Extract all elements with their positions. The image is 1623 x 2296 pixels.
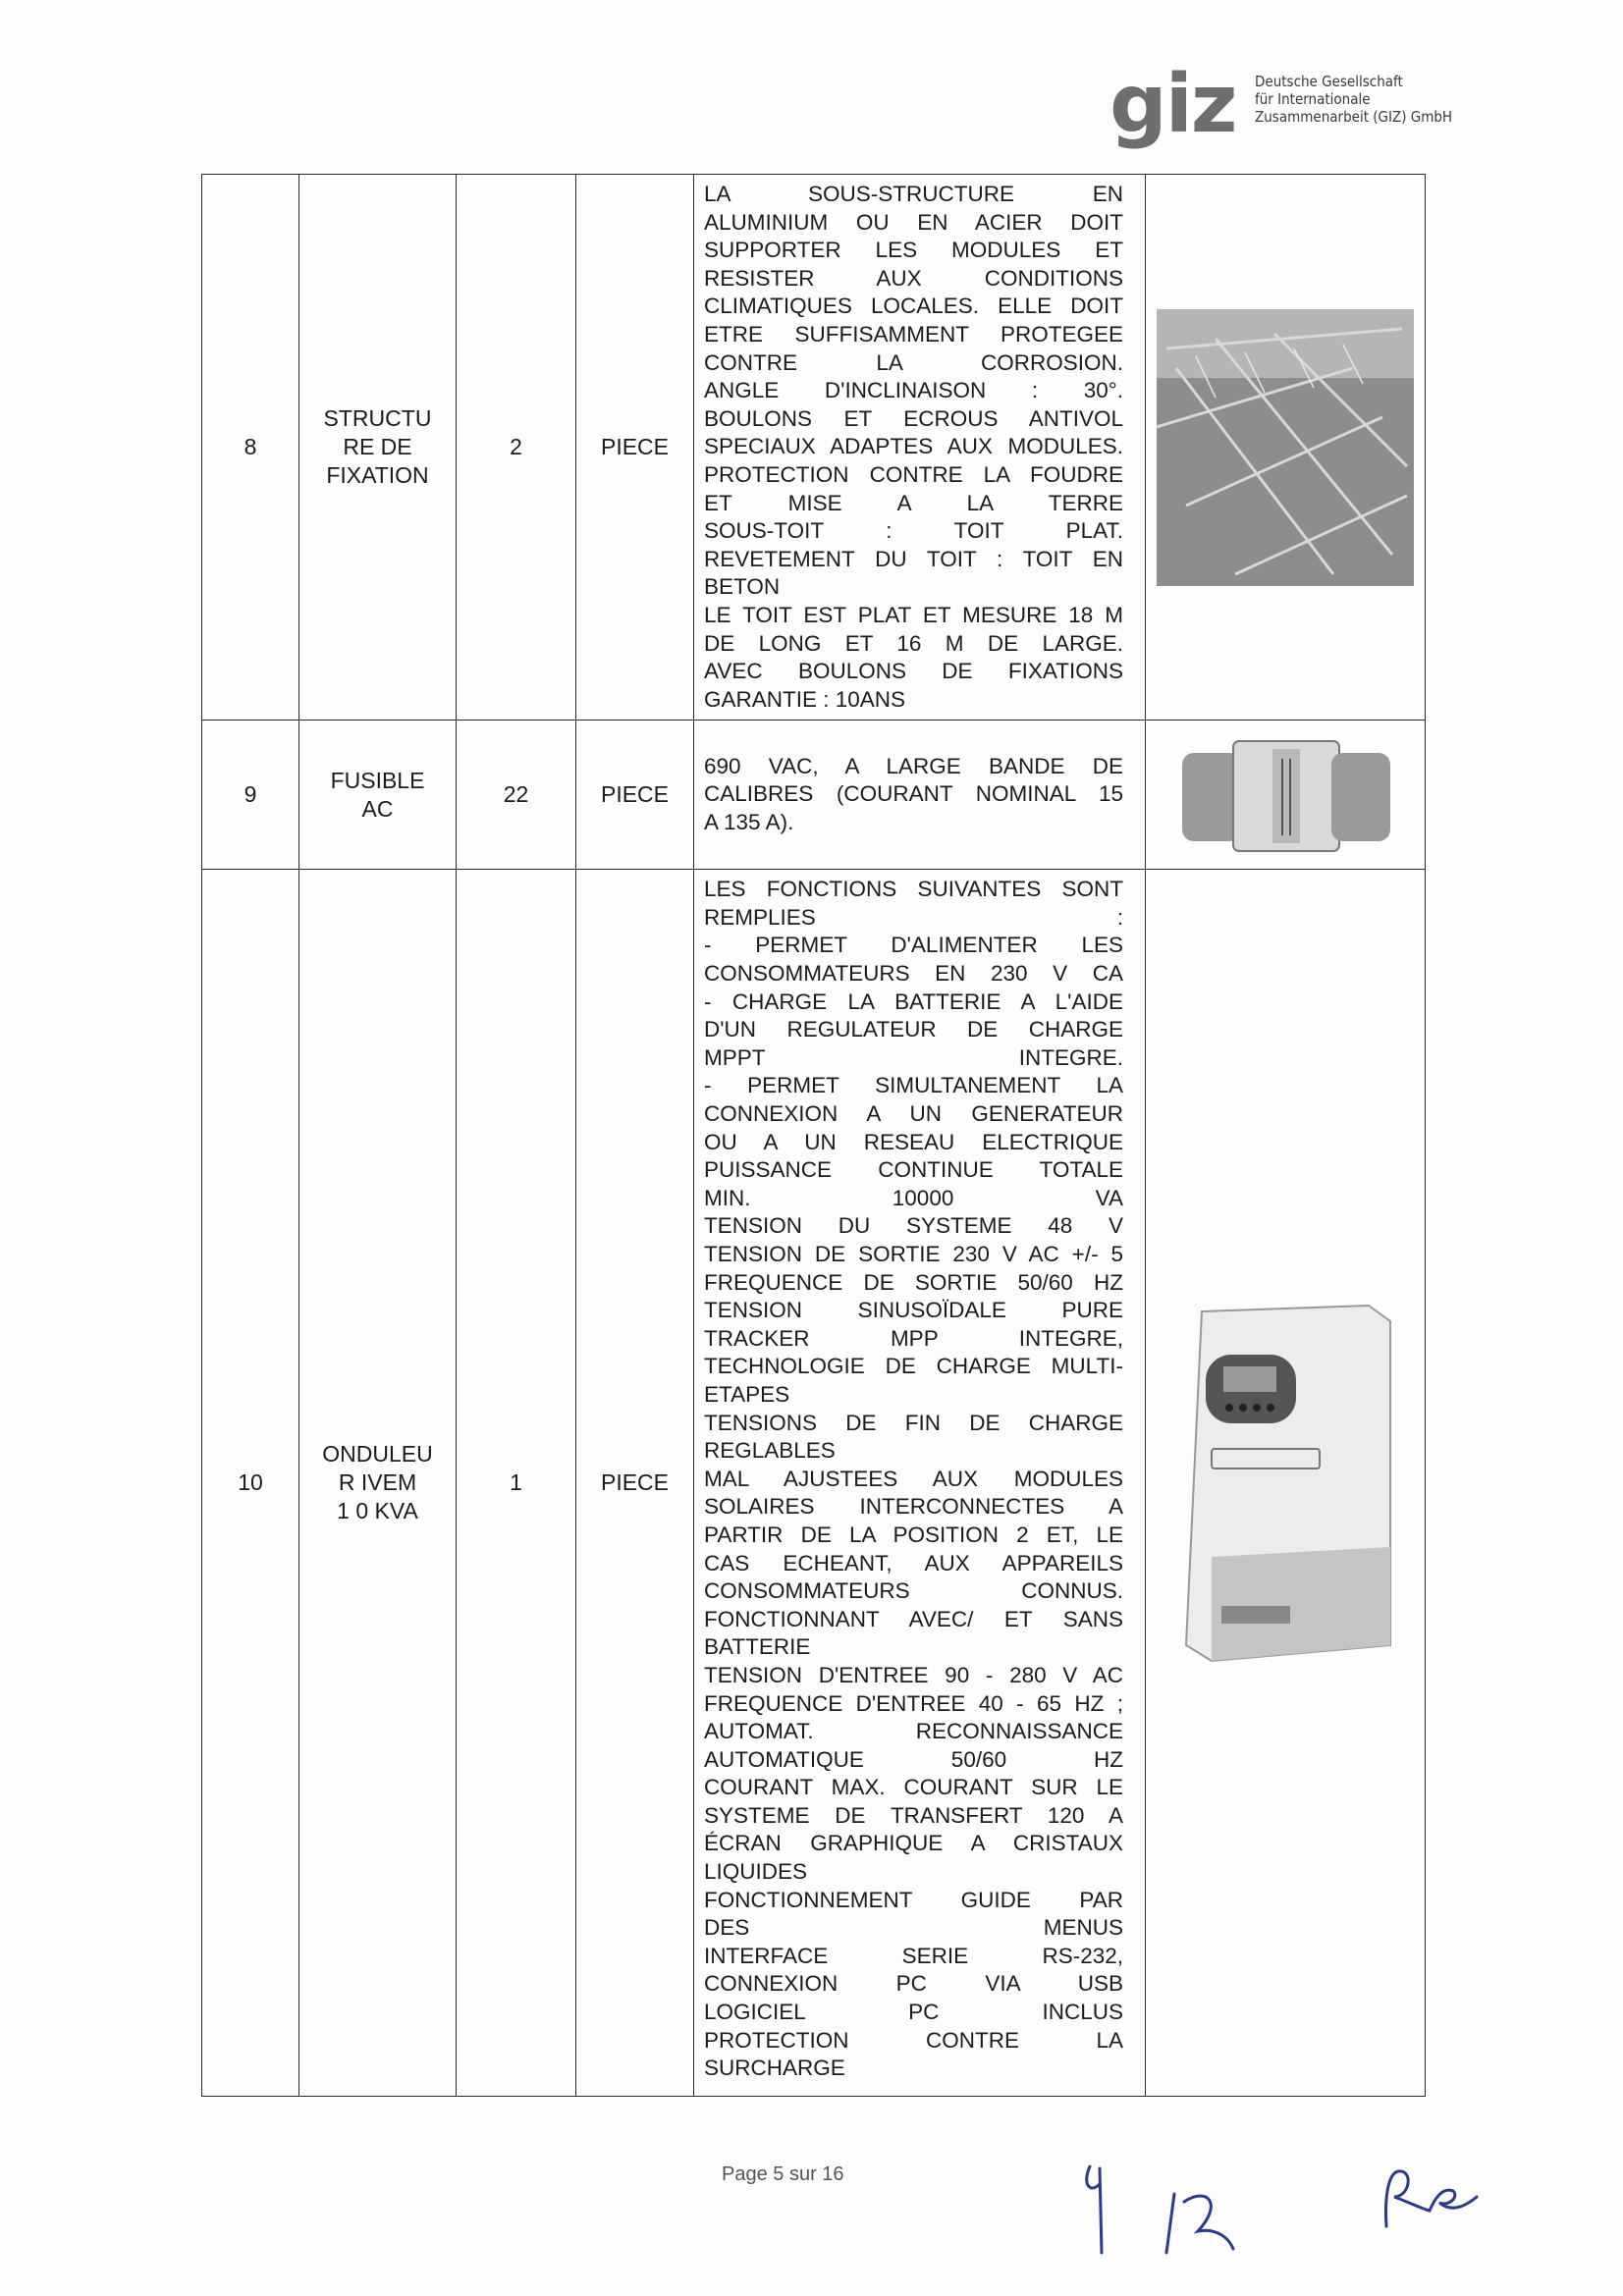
spec-line: FONCTIONNANT AVEC/ ET SANS	[704, 1606, 1123, 1631]
spec-line: BETON	[704, 574, 781, 600]
spec-line: ÉCRAN GRAPHIQUE A CRISTAUX	[704, 1831, 1123, 1856]
spec-line: FREQUENCE DE SORTIE 50/60 HZ	[704, 1269, 1123, 1295]
spec-line: CALIBRES (COURANT NOMINAL 15	[704, 781, 1123, 807]
spec-line: 690 VAC, A LARGE BANDE DE	[704, 753, 1123, 778]
spec-line: LOGICIEL PC INCLUS	[704, 2000, 1123, 2025]
spec-line: CONTRE LA CORROSION.	[704, 349, 1123, 375]
spec-line: INTERFACE SERIE RS-232,	[704, 1943, 1123, 1968]
spec-line: TENSION DE SORTIE 230 V AC +/- 5	[704, 1242, 1123, 1266]
org-line: für Internationale	[1255, 90, 1371, 108]
spec-line: TRACKER MPP INTEGRE,	[704, 1325, 1123, 1351]
item-specification	[694, 721, 1146, 870]
table-row	[202, 175, 1426, 721]
spec-line: PROTECTION CONTRE LA FOUDRE	[704, 461, 1123, 487]
spec-line: CLIMATIQUES LOCALES. ELLE DOIT	[704, 294, 1123, 319]
spec-line: REGLABLES	[704, 1438, 836, 1464]
spec-line: LES FONCTIONS SUIVANTES SONT	[704, 877, 1123, 902]
spec-line: ANGLE D'INCLINAISON : 30°.	[704, 378, 1123, 403]
spec-line: - CHARGE LA BATTERIE A L'AIDE	[704, 988, 1123, 1014]
spec-line: AUTOMATIQUE 50/60 HZ	[704, 1746, 1123, 1772]
item-quantity: 1	[457, 870, 576, 2097]
spec-line: ETAPES	[704, 1381, 790, 1407]
item-image-cell	[1146, 175, 1426, 721]
org-name	[1255, 73, 1452, 126]
spec-line: DES MENUS	[704, 1915, 1123, 1941]
spec-line: ALUMINIUM OU EN ACIER DOIT	[704, 209, 1123, 235]
spec-line: RESISTER AUX CONDITIONS	[704, 265, 1123, 291]
spec-line: MAL AJUSTEES AUX MODULES	[704, 1466, 1123, 1491]
spec-line: SYSTEME DE TRANSFERT 120 A	[704, 1802, 1123, 1828]
page-number: Page 5 sur 16	[722, 2163, 844, 2185]
spec-line: - PERMET D'ALIMENTER LES	[704, 933, 1123, 958]
spec-line: FREQUENCE D'ENTREE 40 - 65 HZ ;	[704, 1690, 1123, 1716]
fuse-photo	[1174, 733, 1396, 857]
spec-line: CONSOMMATEURS CONNUS.	[704, 1578, 1123, 1604]
giz-logo	[1109, 58, 1561, 159]
spec-line: TECHNOLOGIE DE CHARGE MULTI-	[704, 1354, 1123, 1379]
logo-mark: giz	[1109, 58, 1236, 151]
spec-line: ETRE SUFFISAMMENT PROTEGEE	[704, 321, 1123, 347]
spec-line: PROTECTION CONTRE LA	[704, 2027, 1123, 2053]
item-unit: PIECE	[576, 870, 694, 2097]
item-image-cell	[1146, 721, 1426, 870]
item-number: 9	[202, 721, 299, 870]
spec-line: CAS ECHEANT, AUX APPAREILS	[704, 1550, 1123, 1575]
handwritten-initial	[1060, 2155, 1129, 2263]
item-unit: PIECE	[576, 175, 694, 721]
spec-line: TENSION SINUSOÏDALE PURE	[704, 1298, 1123, 1323]
spec-line: PARTIR DE LA POSITION 2 ET, LE	[704, 1522, 1123, 1547]
item-number: 10	[202, 870, 299, 2097]
item-specification	[694, 175, 1146, 721]
spec-line: PUISSANCE CONTINUE TOTALE	[704, 1157, 1123, 1183]
spec-line: SOLAIRES INTERCONNECTES A	[704, 1494, 1123, 1520]
spec-line: - PERMET SIMULTANEMENT LA	[704, 1073, 1123, 1098]
spec-line: COURANT MAX. COURANT SUR LE	[704, 1775, 1123, 1800]
item-unit: PIECE	[576, 721, 694, 870]
item-number: 8	[202, 175, 299, 721]
spec-line: REMPLIES :	[704, 904, 1123, 930]
spec-line: LIQUIDES	[704, 1859, 808, 1885]
handwritten-initial	[1159, 2184, 1247, 2263]
spec-line: CONNEXION PC VIA USB	[704, 1971, 1123, 1997]
item-image-cell	[1146, 870, 1426, 2097]
spec-line: REVETEMENT DU TOIT : TOIT EN	[704, 546, 1123, 571]
spec-line: TENSION D'ENTREE 90 - 280 V AC	[704, 1662, 1123, 1687]
inverter-photo	[1172, 1302, 1398, 1665]
item-quantity: 2	[457, 175, 576, 721]
spec-line: TENSION DU SYSTEME 48 V	[704, 1213, 1123, 1239]
spec-line: FONCTIONNEMENT GUIDE PAR	[704, 1887, 1123, 1912]
spec-line: DE LONG ET 16 M DE LARGE.	[704, 630, 1123, 656]
spec-line: MPPT INTEGRE.	[704, 1044, 1123, 1070]
item-designation: STRUCTU RE DE FIXATION	[299, 175, 457, 721]
spec-line: LA SOUS-STRUCTURE EN	[704, 182, 1123, 206]
spec-line: D'UN REGULATEUR DE CHARGE	[704, 1017, 1123, 1042]
spec-line: GARANTIE : 10ANS	[704, 686, 906, 712]
spec-line: LE TOIT EST PLAT ET MESURE 18 M	[704, 602, 1123, 627]
spec-line: AVEC BOULONS DE FIXATIONS	[704, 659, 1123, 684]
table-row	[202, 870, 1426, 2097]
org-line: Deutsche Gesellschaft	[1255, 73, 1403, 90]
spec-line: SURCHARGE	[704, 2056, 845, 2081]
spec-line: CONSOMMATEURS EN 230 V CA	[704, 961, 1123, 987]
item-quantity: 22	[457, 721, 576, 870]
spec-line: AUTOMAT. RECONNAISSANCE	[704, 1719, 1123, 1744]
spec-line: TENSIONS DE FIN DE CHARGE	[704, 1410, 1123, 1435]
spec-line: ET MISE A LA TERRE	[704, 490, 1123, 515]
spec-line: OU A UN RESEAU ELECTRIQUE	[704, 1129, 1123, 1154]
item-designation: FUSIBLE AC	[299, 721, 457, 870]
spec-line: MIN. 10000 VA	[704, 1185, 1123, 1210]
spec-line: SUPPORTER LES MODULES ET	[704, 238, 1123, 263]
handwritten-signature	[1375, 2158, 1483, 2236]
item-designation: ONDULEU R IVEM 1 0 KVA	[299, 870, 457, 2097]
spec-line: BATTERIE	[704, 1634, 811, 1660]
spec-line: SOUS-TOIT : TOIT PLAT.	[704, 518, 1123, 544]
spec-line: CONNEXION A UN GENERATEUR	[704, 1101, 1123, 1127]
mounting-structure-photo	[1157, 309, 1414, 586]
item-specification	[694, 870, 1146, 2097]
spec-line: SPECIAUX ADAPTES AUX MODULES.	[704, 434, 1123, 459]
items-table	[201, 174, 1426, 2097]
table-row	[202, 721, 1426, 870]
org-line: Zusammenarbeit (GIZ) GmbH	[1255, 108, 1453, 126]
spec-line: BOULONS ET ECROUS ANTIVOL	[704, 405, 1123, 431]
spec-line: A 135 A).	[704, 810, 794, 835]
